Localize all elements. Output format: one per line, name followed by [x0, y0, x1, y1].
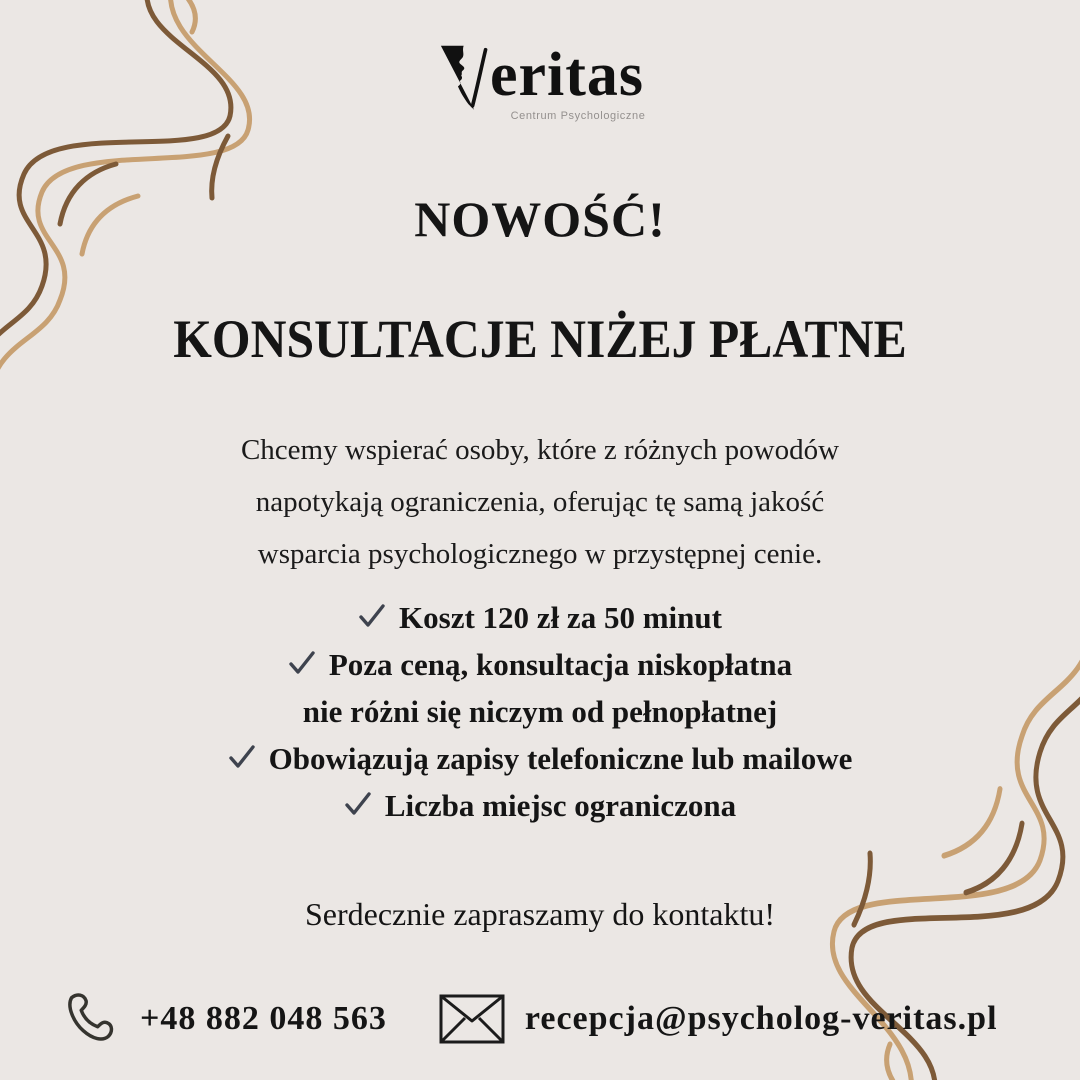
intro-line: napotykają ograniczenia, oferując tę samą jakość: [255, 486, 825, 518]
logo-wordmark-row: [436, 40, 644, 118]
phone-contact: [58, 990, 387, 1048]
closing-invitation: Serdecznie zapraszamy do kontaktu!: [304, 896, 775, 932]
benefit-item: [358, 594, 722, 641]
logo-wordmark: eritas: [489, 41, 645, 109]
benefits-list: [0, 594, 1080, 829]
check-icon: [228, 744, 256, 770]
benefit-text: Poza ceną, konsultacja niskopłatna: [328, 647, 793, 682]
benefit-text: Obowiązują zapisy telefoniczne lub mailowe: [268, 741, 853, 776]
contact-bar: [0, 980, 1080, 1058]
benefit-item: [344, 782, 736, 829]
logo-subtitle: Centrum Psychologiczne: [510, 110, 646, 122]
intro-paragraph: [0, 424, 1080, 580]
benefit-item: [288, 641, 792, 688]
email-address: recepcja@psycholog-veritas.pl: [524, 1000, 998, 1037]
headline-nowosc: NOWOŚĆ!: [414, 191, 666, 247]
benefit-text: nie różni się niczym od pełnopłatnej: [302, 694, 778, 729]
intro-line: Chcemy wspierać osoby, które z różnych powodów: [240, 434, 840, 466]
page-title: KONSULTACJE NIŻEJ PŁATNE: [173, 309, 907, 369]
check-icon: [358, 603, 386, 629]
benefit-text: Liczba miejsc ograniczona: [384, 788, 737, 823]
phone-number: +48 882 048 563: [140, 1000, 387, 1037]
check-icon: [288, 650, 316, 676]
intro-line: wsparcia psychologicznego w przystępnej cenie.: [257, 538, 823, 570]
benefit-text: Koszt 120 zł za 50 minut: [399, 600, 722, 635]
email-contact: [439, 994, 998, 1044]
benefit-item: [228, 735, 853, 782]
veritas-logo: [0, 0, 1080, 122]
phone-handset-icon: [58, 990, 116, 1048]
v-face-profile-icon: [436, 40, 488, 118]
envelope-icon: [439, 994, 505, 1044]
benefit-item-continuation: [303, 688, 777, 735]
check-icon: [344, 791, 372, 817]
